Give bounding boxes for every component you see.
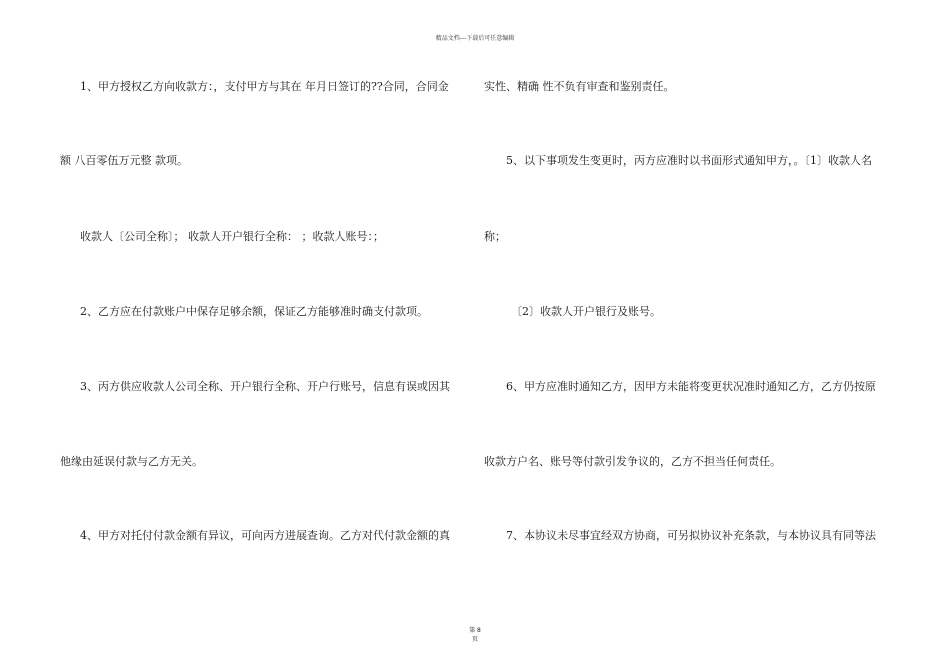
clause-1-line-1: 1、甲方授权乙方向收款方：，支付甲方与其在 年月日签订的??合同，合同金: [80, 80, 449, 93]
clause-6-line-1: 6、甲方应准时通知乙方，因甲方未能将变更状况准时通知乙方，乙方仍按原: [506, 380, 876, 393]
clause-4-line-1: 4、甲方对托付付款金额有异议，可向丙方进展查询。乙方对代付款金额的真: [80, 529, 450, 542]
payee-info-line: 收款人〔公司全称〕； 收款人开户银行全称： ；收款人账号：；: [80, 230, 384, 243]
clause-2-line: 2、乙方应在付款账户中保存足够余额，保证乙方能够准时确支付款项。: [80, 305, 428, 318]
clause-3-line-1: 3、丙方供应收款人公司全称、开户银行全称、开户行账号，信息有误或因其: [80, 380, 450, 393]
clause-6-line-2: 收款方户名、账号等付款引发争议的，乙方不担当任何责任。: [484, 455, 781, 468]
page-number-top: 第 8: [469, 627, 481, 634]
page-number: [0, 626, 950, 644]
page-number-bottom: 页: [471, 636, 478, 643]
clause-1-line-2: 额 八百零伍万元整 款项。: [60, 154, 188, 167]
clause-7-line-1: 7、本协议未尽事宜经双方协商，可另拟协议补充条款，与本协议具有同等法: [506, 529, 876, 542]
clause-4-line-2: 实性、精确 性不负有审查和鉴别责任。: [484, 80, 675, 93]
clause-5-line-2: 称；: [484, 230, 506, 243]
clause-5-item-2: 〔2〕收款人开户银行及账号。: [511, 305, 661, 318]
page-header: 精品文档---下载后可任意编辑: [435, 35, 515, 42]
clause-3-line-2: 他缘由延误付款与乙方无关。: [60, 455, 203, 468]
clause-5-line-1: 5、以下事项发生变更时，丙方应准时以书面形式通知甲方，。〔1〕收款人名: [506, 154, 872, 167]
